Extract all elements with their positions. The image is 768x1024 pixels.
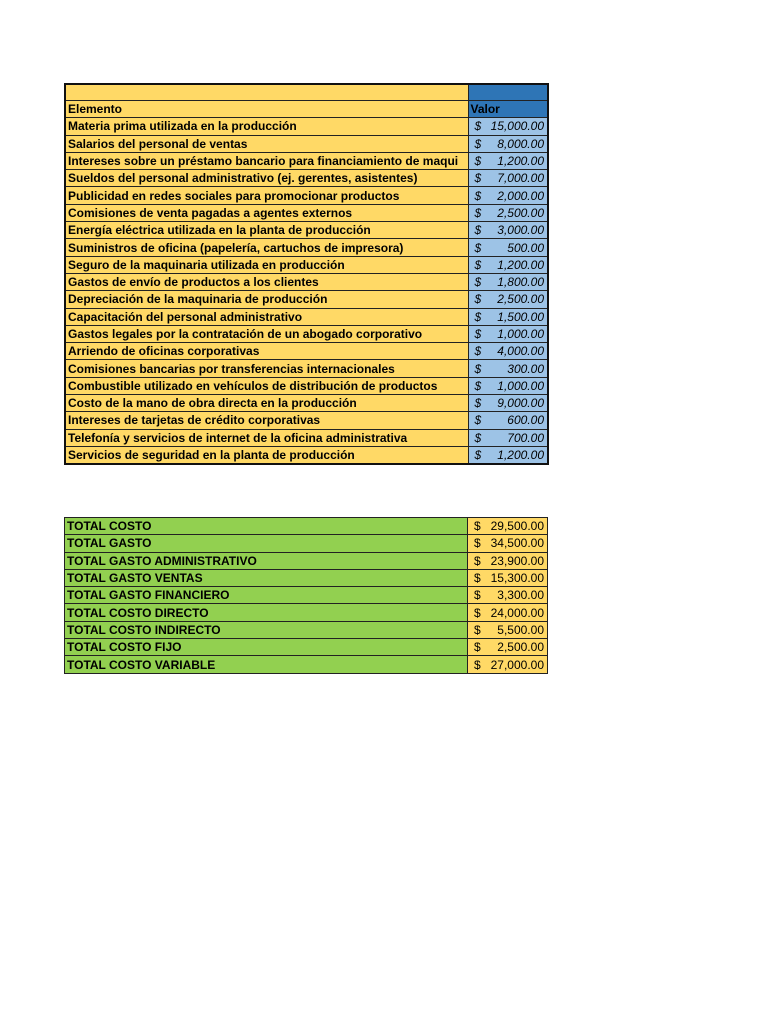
item-row-label[interactable]: Depreciación de la maquinaria de producción	[65, 291, 468, 308]
total-row-label[interactable]: TOTAL COSTO INDIRECTO	[65, 621, 468, 638]
amount: 700.00	[507, 430, 544, 445]
currency-symbol: $	[474, 553, 481, 568]
item-row-value-cell[interactable]	[468, 187, 548, 204]
item-row-label[interactable]: Suministros de oficina (papelería, cartuchos de impresora)	[65, 239, 468, 256]
amount: 34,500.00	[490, 536, 544, 551]
amount: 3,000.00	[497, 223, 544, 238]
currency-symbol: $	[474, 378, 482, 393]
currency-symbol: $	[474, 588, 481, 603]
amount: 7,000.00	[497, 171, 544, 186]
element-column-header[interactable]: Elemento	[65, 101, 468, 118]
total-row	[65, 639, 548, 656]
item-row	[65, 325, 548, 342]
amount: 15,000.00	[490, 119, 544, 134]
item-row-value-cell[interactable]	[468, 256, 548, 273]
amount: 1,200.00	[497, 257, 544, 272]
item-row-label[interactable]: Intereses sobre un préstamo bancario para financiamiento de maqui	[65, 152, 468, 169]
item-row-label[interactable]: Telefonía y servicios de internet de la oficina administrativa	[65, 429, 468, 446]
currency-symbol: $	[474, 536, 481, 551]
currency-symbol: $	[474, 519, 481, 534]
item-row-value-cell[interactable]	[468, 395, 548, 412]
currency-symbol: $	[474, 275, 482, 290]
total-row-label[interactable]: TOTAL GASTO FINANCIERO	[65, 587, 468, 604]
item-row-value-cell[interactable]	[468, 343, 548, 360]
amount: 5,500.00	[497, 622, 544, 637]
item-row-label[interactable]: Publicidad en redes sociales para promocionar productos	[65, 187, 468, 204]
amount: 24,000.00	[490, 605, 544, 620]
item-row-value-cell[interactable]	[468, 412, 548, 429]
item-row	[65, 412, 548, 429]
total-row-value-cell[interactable]	[468, 518, 548, 535]
total-row-label[interactable]: TOTAL COSTO FIJO	[65, 639, 468, 656]
value-column-header[interactable]: Valor	[468, 101, 548, 118]
item-row-label[interactable]: Comisiones de venta pagadas a agentes externos	[65, 204, 468, 221]
item-row	[65, 239, 548, 256]
total-row-value-cell[interactable]	[468, 587, 548, 604]
item-row	[65, 170, 548, 187]
item-row	[65, 429, 548, 446]
item-row	[65, 377, 548, 394]
item-row-value-cell[interactable]	[468, 152, 548, 169]
currency-symbol: $	[474, 344, 482, 359]
item-row-value-cell[interactable]	[468, 291, 548, 308]
currency-symbol: $	[474, 188, 482, 203]
currency-symbol: $	[474, 430, 482, 445]
total-row-label[interactable]: TOTAL COSTO VARIABLE	[65, 656, 468, 673]
item-row-value-cell[interactable]	[468, 135, 548, 152]
item-row	[65, 222, 548, 239]
currency-symbol: $	[474, 413, 482, 428]
currency-symbol: $	[474, 154, 482, 169]
item-row-label[interactable]: Costo de la mano de obra directa en la producción	[65, 395, 468, 412]
header-row	[65, 101, 548, 118]
totals-table	[64, 517, 548, 674]
currency-symbol: $	[474, 622, 481, 637]
amount: 8,000.00	[497, 136, 544, 151]
item-row-value-cell[interactable]	[468, 239, 548, 256]
total-row-label[interactable]: TOTAL GASTO ADMINISTRATIVO	[65, 552, 468, 569]
amount: 9,000.00	[497, 396, 544, 411]
amount: 23,900.00	[490, 553, 544, 568]
item-row-label[interactable]: Combustible utilizado en vehículos de distribución de productos	[65, 377, 468, 394]
amount: 600.00	[507, 413, 544, 428]
currency-symbol: $	[474, 136, 482, 151]
total-row-value-cell[interactable]	[468, 621, 548, 638]
amount: 1,200.00	[497, 154, 544, 169]
amount: 1,000.00	[497, 327, 544, 341]
item-row-value-cell[interactable]	[468, 429, 548, 446]
item-row-label[interactable]: Gastos legales por la contratación de un abogado corporativo	[65, 325, 468, 342]
items-table	[64, 83, 549, 465]
total-row	[65, 569, 548, 586]
item-row-label[interactable]: Intereses de tarjetas de crédito corporativas	[65, 412, 468, 429]
currency-symbol: $	[474, 361, 482, 376]
item-row-value-cell[interactable]	[468, 446, 548, 464]
item-row-value-cell[interactable]	[468, 118, 548, 135]
amount: 2,500.00	[497, 640, 544, 655]
currency-symbol: $	[474, 448, 482, 463]
amount: 27,000.00	[490, 657, 544, 672]
item-row-label[interactable]: Comisiones bancarias por transferencias internacionales	[65, 360, 468, 377]
item-row-label[interactable]: Arriendo de oficinas corporativas	[65, 343, 468, 360]
total-row-label[interactable]: TOTAL COSTO	[65, 518, 468, 535]
amount: 29,500.00	[490, 519, 544, 534]
amount: 1,500.00	[497, 309, 544, 324]
amount: 300.00	[507, 361, 544, 376]
total-row	[65, 518, 548, 535]
currency-symbol: $	[474, 309, 482, 324]
item-row-label[interactable]: Energía eléctrica utilizada en la planta de producción	[65, 222, 468, 239]
amount: 15,300.00	[490, 571, 544, 586]
blank-value-cell[interactable]	[468, 84, 548, 101]
currency-symbol: $	[474, 205, 482, 220]
total-row-label[interactable]: TOTAL GASTO VENTAS	[65, 569, 468, 586]
amount: 2,000.00	[497, 188, 544, 203]
item-row	[65, 308, 548, 325]
currency-symbol: $	[474, 171, 482, 186]
item-row	[65, 187, 548, 204]
item-row-label[interactable]: Salarios del personal de ventas	[65, 135, 468, 152]
item-row-value-cell[interactable]	[468, 377, 548, 394]
item-row	[65, 360, 548, 377]
item-row-value-cell[interactable]	[468, 273, 548, 290]
amount: 1,000.00	[497, 378, 544, 393]
item-row	[65, 395, 548, 412]
currency-symbol: $	[474, 327, 482, 341]
item-row	[65, 291, 548, 308]
total-row	[65, 552, 548, 569]
item-row	[65, 273, 548, 290]
blank-cell[interactable]	[65, 84, 468, 101]
item-row-value-cell[interactable]	[468, 325, 548, 342]
total-row-value-cell[interactable]	[468, 552, 548, 569]
item-row-label[interactable]: Seguro de la maquinaria utilizada en producción	[65, 256, 468, 273]
total-row	[65, 604, 548, 621]
item-row-label[interactable]: Materia prima utilizada en la producción	[65, 118, 468, 135]
currency-symbol: $	[474, 571, 481, 586]
currency-symbol: $	[474, 640, 481, 655]
item-row-label[interactable]: Sueldos del personal administrativo (ej. gerentes, asistentes)	[65, 170, 468, 187]
item-row-label[interactable]: Capacitación del personal administrativo	[65, 308, 468, 325]
item-row	[65, 135, 548, 152]
item-row	[65, 118, 548, 135]
total-row-value-cell[interactable]	[468, 656, 548, 673]
amount: 1,800.00	[497, 275, 544, 290]
item-row	[65, 343, 548, 360]
item-row	[65, 152, 548, 169]
currency-symbol: $	[474, 657, 481, 672]
item-row-value-cell[interactable]	[468, 170, 548, 187]
total-row-value-cell[interactable]	[468, 569, 548, 586]
item-row-label[interactable]: Gastos de envío de productos a los clientes	[65, 273, 468, 290]
total-row	[65, 535, 548, 552]
total-row	[65, 621, 548, 638]
total-row-label[interactable]: TOTAL GASTO	[65, 535, 468, 552]
currency-symbol: $	[474, 292, 482, 307]
item-row-value-cell[interactable]	[468, 222, 548, 239]
currency-symbol: $	[474, 605, 481, 620]
item-row-value-cell[interactable]	[468, 204, 548, 221]
item-row	[65, 204, 548, 221]
amount: 500.00	[507, 240, 544, 255]
amount: 4,000.00	[497, 344, 544, 359]
item-row-value-cell[interactable]	[468, 360, 548, 377]
currency-symbol: $	[474, 223, 482, 238]
total-row-value-cell[interactable]	[468, 535, 548, 552]
item-row	[65, 446, 548, 464]
currency-symbol: $	[474, 396, 482, 411]
blank-header-row	[65, 84, 548, 101]
total-row	[65, 656, 548, 673]
amount: 2,500.00	[497, 205, 544, 220]
currency-symbol: $	[474, 240, 482, 255]
currency-symbol: $	[474, 119, 482, 134]
total-row-value-cell[interactable]	[468, 639, 548, 656]
item-row-label[interactable]: Servicios de seguridad en la planta de producción	[65, 446, 468, 464]
item-row	[65, 256, 548, 273]
amount: 3,300.00	[497, 588, 544, 603]
total-row	[65, 587, 548, 604]
total-row-label[interactable]: TOTAL COSTO DIRECTO	[65, 604, 468, 621]
currency-symbol: $	[474, 257, 482, 272]
total-row-value-cell[interactable]	[468, 604, 548, 621]
item-row-value-cell[interactable]	[468, 308, 548, 325]
amount: 2,500.00	[497, 292, 544, 307]
amount: 1,200.00	[497, 448, 544, 463]
